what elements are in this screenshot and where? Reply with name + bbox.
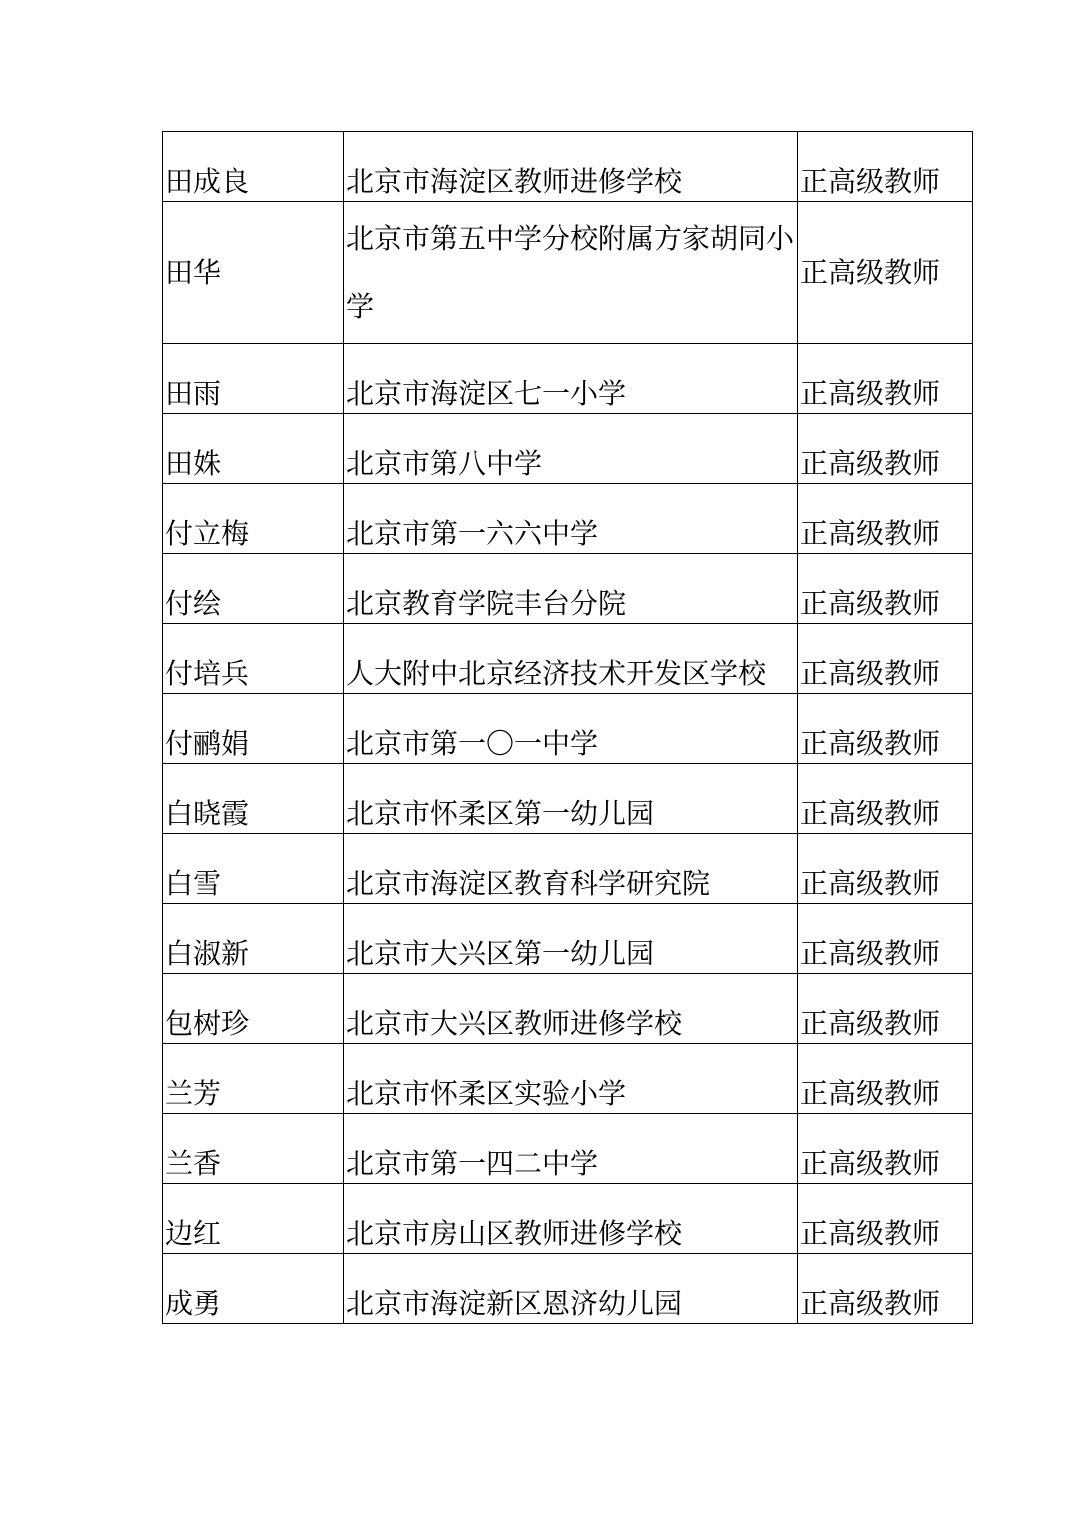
table-row (163, 1254, 973, 1324)
school-cell: 北京市大兴区教师进修学校 (344, 974, 798, 1044)
teacher-name-cell: 边红 (163, 1184, 344, 1254)
title-cell: 正高级教师 (798, 1184, 973, 1254)
title-cell: 正高级教师 (798, 1254, 973, 1324)
school-cell: 北京市怀柔区第一幼儿园 (344, 764, 798, 834)
teacher-name-cell: 付培兵 (163, 624, 344, 694)
table-row (163, 834, 973, 904)
title-cell: 正高级教师 (798, 624, 973, 694)
school-cell: 北京教育学院丰台分院 (344, 554, 798, 624)
title-cell: 正高级教师 (798, 1044, 973, 1114)
title-cell: 正高级教师 (798, 202, 973, 344)
title-cell: 正高级教师 (798, 484, 973, 554)
title-cell: 正高级教师 (798, 694, 973, 764)
teacher-name-cell: 白淑新 (163, 904, 344, 974)
teacher-name-cell: 包树珍 (163, 974, 344, 1044)
title-cell: 正高级教师 (798, 344, 973, 414)
teacher-name-cell: 成勇 (163, 1254, 344, 1324)
teacher-name-cell: 付鹂娟 (163, 694, 344, 764)
school-cell: 北京市海淀新区恩济幼儿园 (344, 1254, 798, 1324)
school-cell: 北京市海淀区教师进修学校 (344, 132, 798, 202)
table-row (163, 344, 973, 414)
table-row (163, 132, 973, 202)
teacher-name-cell: 田雨 (163, 344, 344, 414)
teacher-table (162, 131, 973, 1324)
teacher-name-cell: 兰香 (163, 1114, 344, 1184)
table-row (163, 202, 973, 344)
table-row (163, 1044, 973, 1114)
teacher-name-cell: 白雪 (163, 834, 344, 904)
teacher-name-cell: 田华 (163, 202, 344, 344)
table-row (163, 974, 973, 1044)
teacher-name-cell: 白晓霞 (163, 764, 344, 834)
title-cell: 正高级教师 (798, 1114, 973, 1184)
school-cell: 北京市海淀区七一小学 (344, 344, 798, 414)
table-row (163, 1114, 973, 1184)
title-cell: 正高级教师 (798, 132, 973, 202)
table-row (163, 624, 973, 694)
school-cell: 北京市第五中学分校附属方家胡同小学 (344, 202, 798, 344)
table-row (163, 554, 973, 624)
title-cell: 正高级教师 (798, 764, 973, 834)
table-row (163, 694, 973, 764)
title-cell: 正高级教师 (798, 904, 973, 974)
table-row (163, 904, 973, 974)
teacher-name-cell: 付绘 (163, 554, 344, 624)
table-row (163, 484, 973, 554)
teacher-name-cell: 兰芳 (163, 1044, 344, 1114)
school-cell: 北京市海淀区教育科学研究院 (344, 834, 798, 904)
teacher-name-cell: 田成良 (163, 132, 344, 202)
school-cell: 北京市第八中学 (344, 414, 798, 484)
table-row (163, 1184, 973, 1254)
title-cell: 正高级教师 (798, 554, 973, 624)
table-row (163, 414, 973, 484)
school-cell: 北京市第一〇一中学 (344, 694, 798, 764)
title-cell: 正高级教师 (798, 834, 973, 904)
title-cell: 正高级教师 (798, 414, 973, 484)
school-cell: 北京市房山区教师进修学校 (344, 1184, 798, 1254)
school-cell: 北京市怀柔区实验小学 (344, 1044, 798, 1114)
teacher-name-cell: 付立梅 (163, 484, 344, 554)
title-cell: 正高级教师 (798, 974, 973, 1044)
teacher-name-cell: 田姝 (163, 414, 344, 484)
school-cell: 北京市第一四二中学 (344, 1114, 798, 1184)
school-cell: 人大附中北京经济技术开发区学校 (344, 624, 798, 694)
school-cell: 北京市大兴区第一幼儿园 (344, 904, 798, 974)
school-cell: 北京市第一六六中学 (344, 484, 798, 554)
table-row (163, 764, 973, 834)
